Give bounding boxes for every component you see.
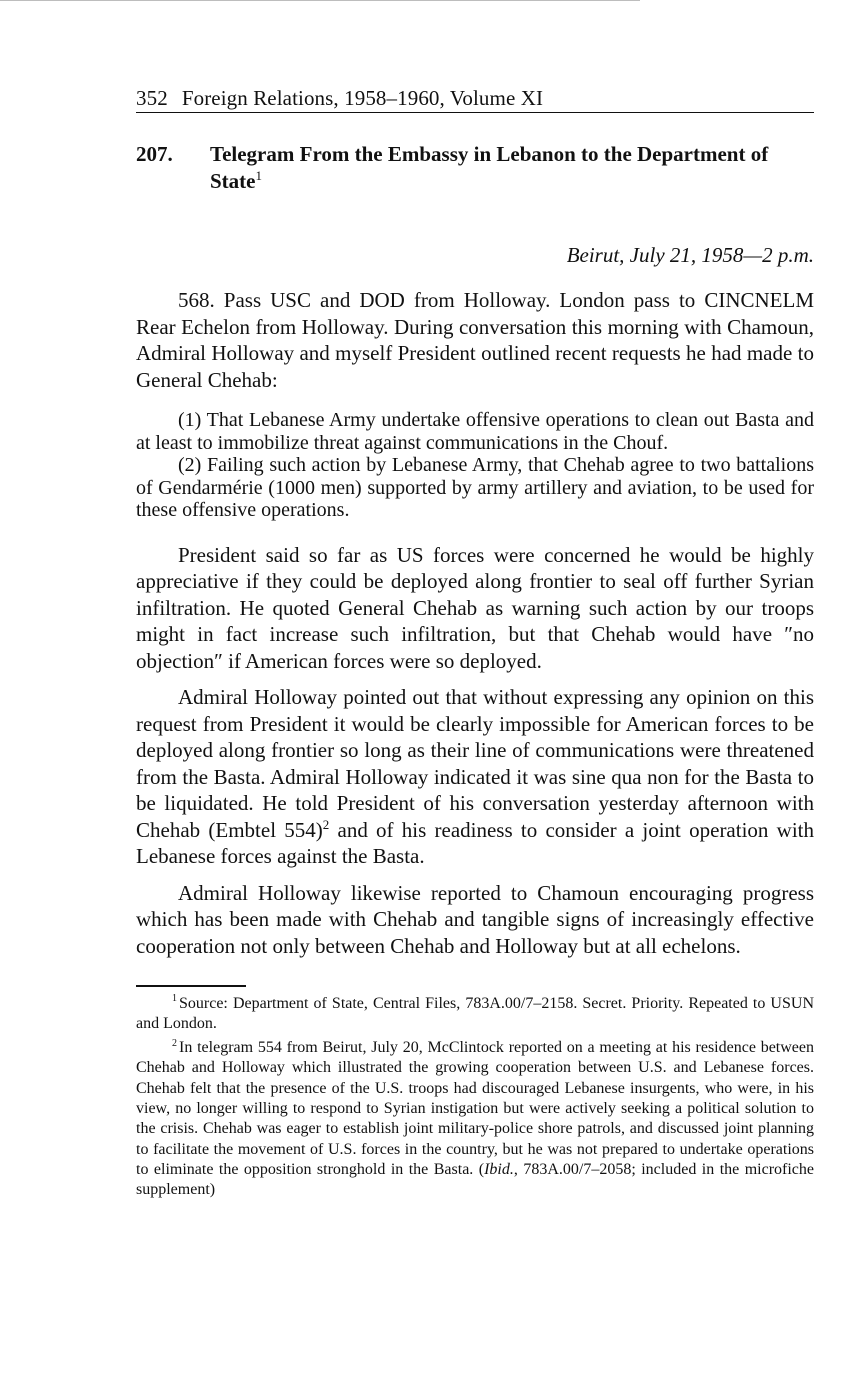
footnote-ref-2: 2 (322, 816, 330, 832)
footnote-divider (136, 985, 246, 987)
document-title (210, 141, 814, 195)
request-item-2: (2) Failing such action by Lebanese Army, that Chehab agree to two battalions of Gendarmérie (1000 men) supported by army artillery and aviation, to be used for these offensive operations. (136, 454, 814, 521)
paragraph-holloway-text: Admiral Holloway pointed out that without expressing any opinion on this request from President it would be clearly impossible for American forces to be deployed along frontier so long as their line of communications were threatened from the Basta. Admiral Holloway indicated it was sine qua non for the Basta to be liquidated. He told President of his conversation yesterday afternoon with Chehab (Embtel 554) (136, 685, 814, 842)
footnotes (136, 994, 814, 1201)
request-item-1: (1) That Lebanese Army undertake offensive operations to clean out Basta and at least to immobilize threat against communications in the Chouf. (136, 409, 814, 454)
footnote-2-mark: 2 (172, 1037, 177, 1049)
document-heading (136, 141, 814, 195)
dateline: Beirut, July 21, 1958—2 p.m. (566, 243, 814, 267)
document-number: 207. (136, 142, 173, 166)
footnote-1-text: Source: Department of State, Central Files, 783A.00/7–2158. Secret. Priority. Repeated to USUN and London. (136, 994, 814, 1032)
request-list (136, 409, 814, 522)
paragraph-president: President said so far as US forces were concerned he would be highly appreciative if they could be deployed along frontier to seal off further Syrian infiltration. He quoted General Chehab as warning such action by our troops might in fact increase such infiltration, but that Chehab would have ″no objection″ if American forces were so deployed. (136, 542, 814, 673)
paragraph-holloway-tail: and of his readiness to consider a joint operation with Lebanese forces against the Basta. (136, 817, 814, 868)
footnote-2-ibid: Ibid. (484, 1160, 514, 1178)
footnote-ref-1: 1 (255, 168, 262, 183)
page-number: 352 (136, 86, 168, 110)
document-page (136, 86, 814, 1200)
paragraph-opening: 568. Pass USC and DOD from Holloway. London pass to CINCNELM Rear Echelon from Holloway. During conversation this morning with Chamoun, Admiral Holloway and myself President outlined recent requests he had made to General Chehab: (136, 288, 814, 392)
footnote-2-text: In telegram 554 from Beirut, July 20, McClintock reported on a meeting at his residence between Chehab and Holloway which illustrated the growing cooperation between U.S. and Lebanese forces. Chehab felt that the presence of the U.S. troops had discouraged Lebanese insurgents, who were, in his view, no longer willing to respond to Syrian instigation but were actively seeking a political solution to the crisis. Chehab was eager to establish joint military-police shore patrols, and discussed joint planning to facilitate the movement of U.S. forces in the country, but he was not prepared to undertake operations to eliminate the opposition stronghold in the Basta. ( (136, 1039, 814, 1178)
footnote-1-mark: 1 (172, 993, 177, 1005)
footnote-2 (136, 1038, 814, 1200)
volume-title: Foreign Relations, 1958–1960, Volume XI (181, 86, 544, 110)
footnote-1 (136, 994, 814, 1035)
running-head (136, 86, 814, 113)
paragraph-holloway-opinion (136, 684, 814, 870)
scan-edge-line (0, 0, 640, 1)
footnote-2-tail: , 783A.00/7–2058; included in the microfiche supplement) (136, 1160, 815, 1199)
telegram-body (136, 287, 814, 959)
paragraph-holloway-progress: Admiral Holloway likewise reported to Chamoun encouraging progress which has been made with Chehab and tangible signs of increasingly effective cooperation not only between Chehab and Holloway but at all echelons. (136, 880, 814, 958)
document-title-text: Telegram From the Embassy in Lebanon to the Department of State (210, 142, 769, 193)
